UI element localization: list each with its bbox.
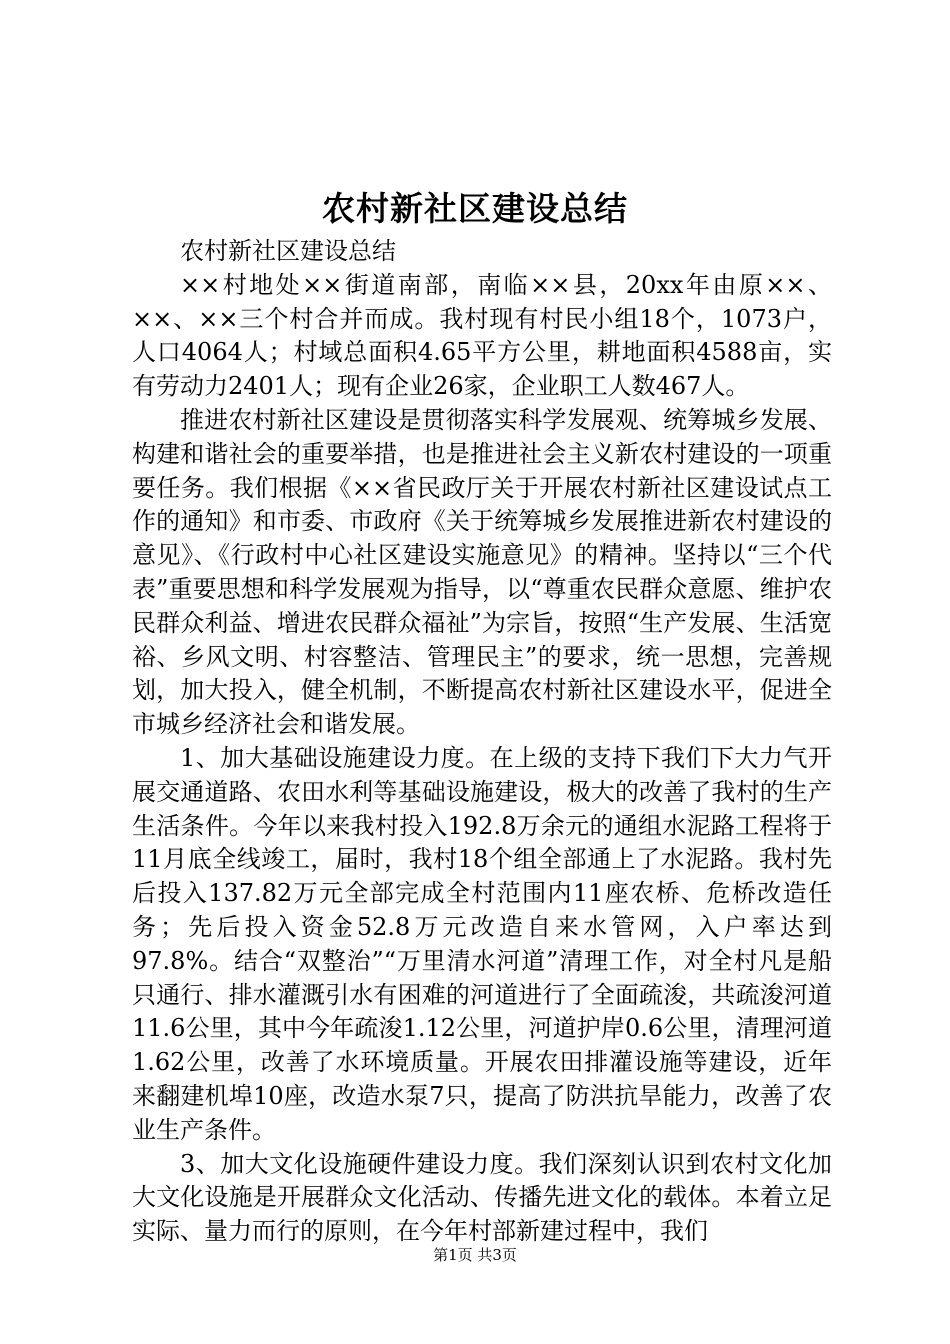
body-paragraph: ××村地处××街道南部，南临××县，20xx年由原××、××、××三个村合并而成。我村现有村民小组18个，1073户，人口4064人；村域总面积4.65平方公里，耕地面积4588亩，实有劳动力2401人；现有企业26家，企业职工人数467人。 [132,270,832,401]
body-paragraph: 推进农村新社区建设是贯彻落实科学发展观、统筹城乡发展、构建和谐社会的重要举措，也是推进社会主义新农村建设的一项重要任务。我们根据《××省民政厅关于开展农村新社区建设试点工作的通知》和市委、市政府《关于统筹城乡发展推进新农村建设的意见》、《行政村中心社区建设实施意见》的精神。坚持以“三个代表”重要思想和科学发展观为指导，以“尊重农民群众意愿、维护农民群众利益、增进农民群众福祉”为宗旨，按照“生产发展、生活宽裕、乡风文明、村容整洁、管理民主”的要求，统一思想，完善规划，加大投入，健全机制，不断提高农村新社区建设水平，促进全市城乡经济社会和谐发展。 [132,405,832,739]
body-paragraph: 农村新社区建设总结 [180,237,396,265]
body-paragraph: 3、加大文化设施硬件建设力度。我们深刻认识到农村文化加大文化设施是开展群众文化活动、传播先进文化的载体。本着立足实际、量力而行的原则，在今年村部新建过程中，我们 [132,1149,832,1246]
document-title: 农村新社区建设总结 [322,189,628,228]
page-number: 第1页 共3页 [433,1246,517,1264]
body-paragraph: 1、加大基础设施建设力度。在上级的支持下我们下大力气开展交通道路、农田水利等基础设施建设，极大的改善了我村的生产生活条件。今年以来我村投入192.8万余元的通组水泥路工程将于11月底全线竣工，届时，我村18个组全部通上了水泥路。我村先后投入137.82万元全部完成全村范围内11座农桥、危桥改造任务；先后投入资金52.8万元改造自来水管网，入户率达到97.8%。结合“双整治”“万里清水河道”清理工作，对全村凡是船只通行、排水灌溉引水有困难的河道进行了全面疏浚，共疏浚河道11.6公里，其中今年疏浚1.12公里，河道护岸0.6公里，清理河道1.62公里，改善了水环境质量。开展农田排灌设施等建设，近年来翻建机埠10座，改造水泵7只，提高了防洪抗旱能力，改善了农业生产条件。 [132,743,832,1144]
document-body [132,235,832,1249]
